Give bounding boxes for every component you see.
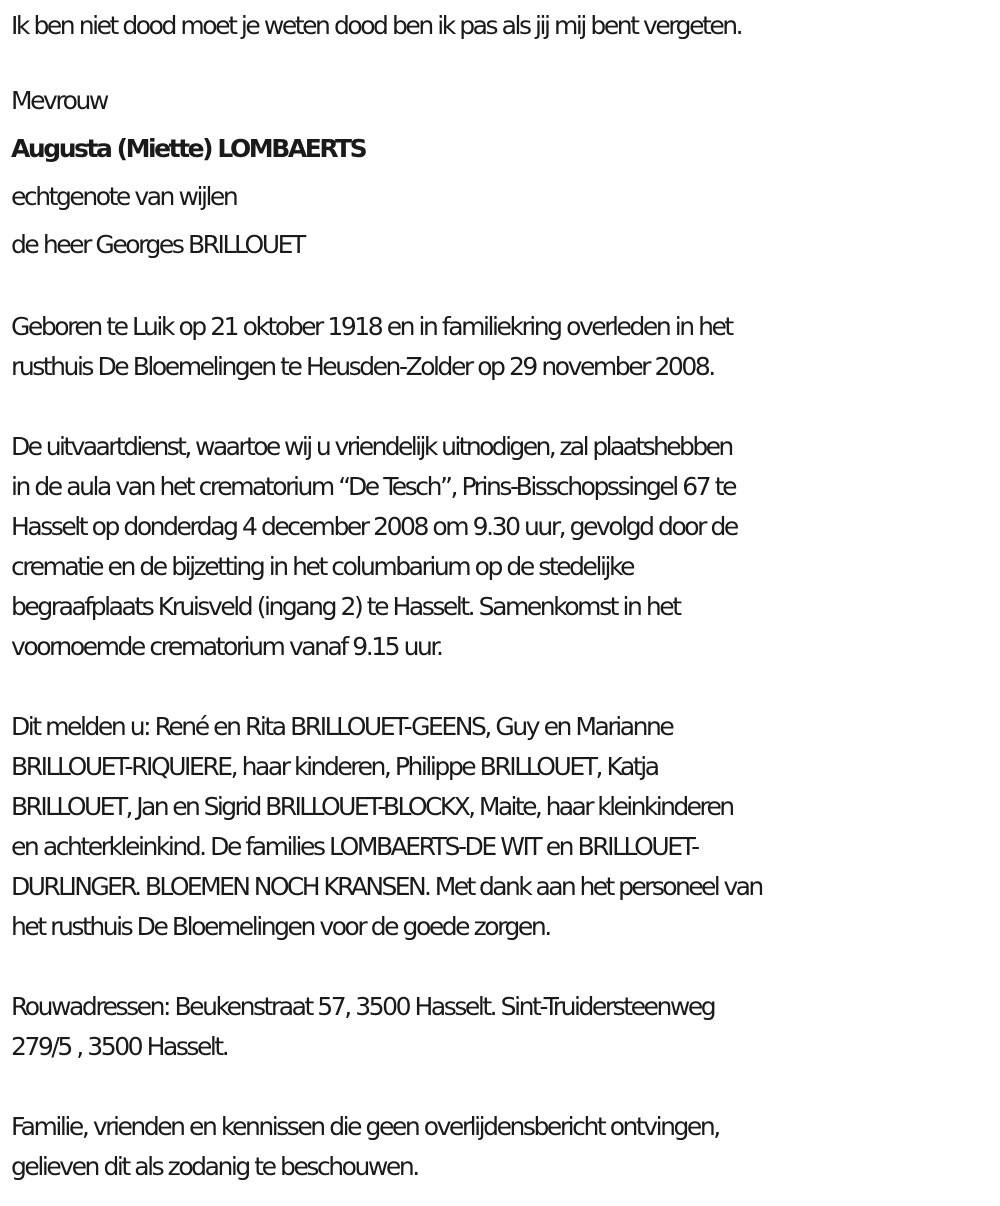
relation-text: echtgenote van wijlen — [11, 182, 237, 211]
announcers-paragraph — [11, 707, 996, 947]
epigraph: Ik ben niet dood moet je weten dood ben ik pas als jij mij bent vergeten. — [11, 11, 742, 40]
paragraph-line: 279/5 , 3500 Hasselt. — [11, 1032, 228, 1061]
paragraph-line: voornoemde crematorium vanaf 9.15 uur. — [11, 632, 442, 661]
spacer — [11, 46, 996, 77]
paragraph-line: Familie, vrienden en kennissen die geen overlijdensbericht ontvingen, — [11, 1112, 719, 1141]
paragraph-line: het rusthuis De Bloemelingen voor de goede zorgen. — [11, 912, 550, 941]
paragraph-line: crematie en de bijzetting in het columbarium op de stedelijke — [11, 552, 634, 581]
birth-death-paragraph — [11, 307, 996, 387]
spouse-name: de heer Georges BRILLOUET — [11, 230, 304, 259]
salutation: Mevrouw — [11, 86, 107, 115]
spacer — [11, 667, 996, 707]
paragraph-line: gelieven dit als zodanig te beschouwen. — [11, 1152, 418, 1181]
paragraph-line: in de aula van het crematorium “De Tesch”, Prins-Bisschopssingel 67 te — [11, 472, 735, 501]
paragraph-line: rusthuis De Bloemelingen te Heusden-Zolder op 29 november 2008. — [11, 352, 714, 381]
paragraph-line: BRILLOUET-RIQUIERE, haar kinderen, Philippe BRILLOUET, Katja — [11, 752, 658, 781]
paragraph-line: BRILLOUET, Jan en Sigrid BRILLOUET-BLOCKX, Maite, haar kleinkinderen — [11, 792, 733, 821]
spacer — [11, 269, 996, 307]
paragraph-line: en achterkleinkind. De families LOMBAERTS-DE WIT en BRILLOUET- — [11, 832, 698, 861]
paragraph-line: Rouwadressen: Beukenstraat 57, 3500 Hasselt. Sint-Truidersteenweg — [11, 992, 715, 1021]
paragraph-line: Hasselt op donderdag 4 december 2008 om 9.30 uur, gevolgd door de — [11, 512, 737, 541]
paragraph-line: De uitvaartdienst, waartoe wij u vriendelijk uitnodigen, zal plaatshebben — [11, 432, 732, 461]
service-paragraph — [11, 427, 996, 667]
spacer — [11, 1067, 996, 1107]
closing-paragraph — [11, 1107, 996, 1187]
deceased-name: Augusta (Miette) LOMBAERTS — [11, 134, 366, 163]
spacer — [11, 947, 996, 987]
obituary-notice — [11, 6, 996, 1187]
paragraph-line: Geboren te Luik op 21 oktober 1918 en in familiekring overleden in het — [11, 312, 732, 341]
paragraph-line: begraafplaats Kruisveld (ingang 2) te Hasselt. Samenkomst in het — [11, 592, 680, 621]
paragraph-line: DURLINGER. BLOEMEN NOCH KRANSEN. Met dank aan het personeel van — [11, 872, 762, 901]
spacer — [11, 387, 996, 427]
addresses-paragraph — [11, 987, 996, 1067]
paragraph-line: Dit melden u: René en Rita BRILLOUET-GEENS, Guy en Marianne — [11, 712, 673, 741]
